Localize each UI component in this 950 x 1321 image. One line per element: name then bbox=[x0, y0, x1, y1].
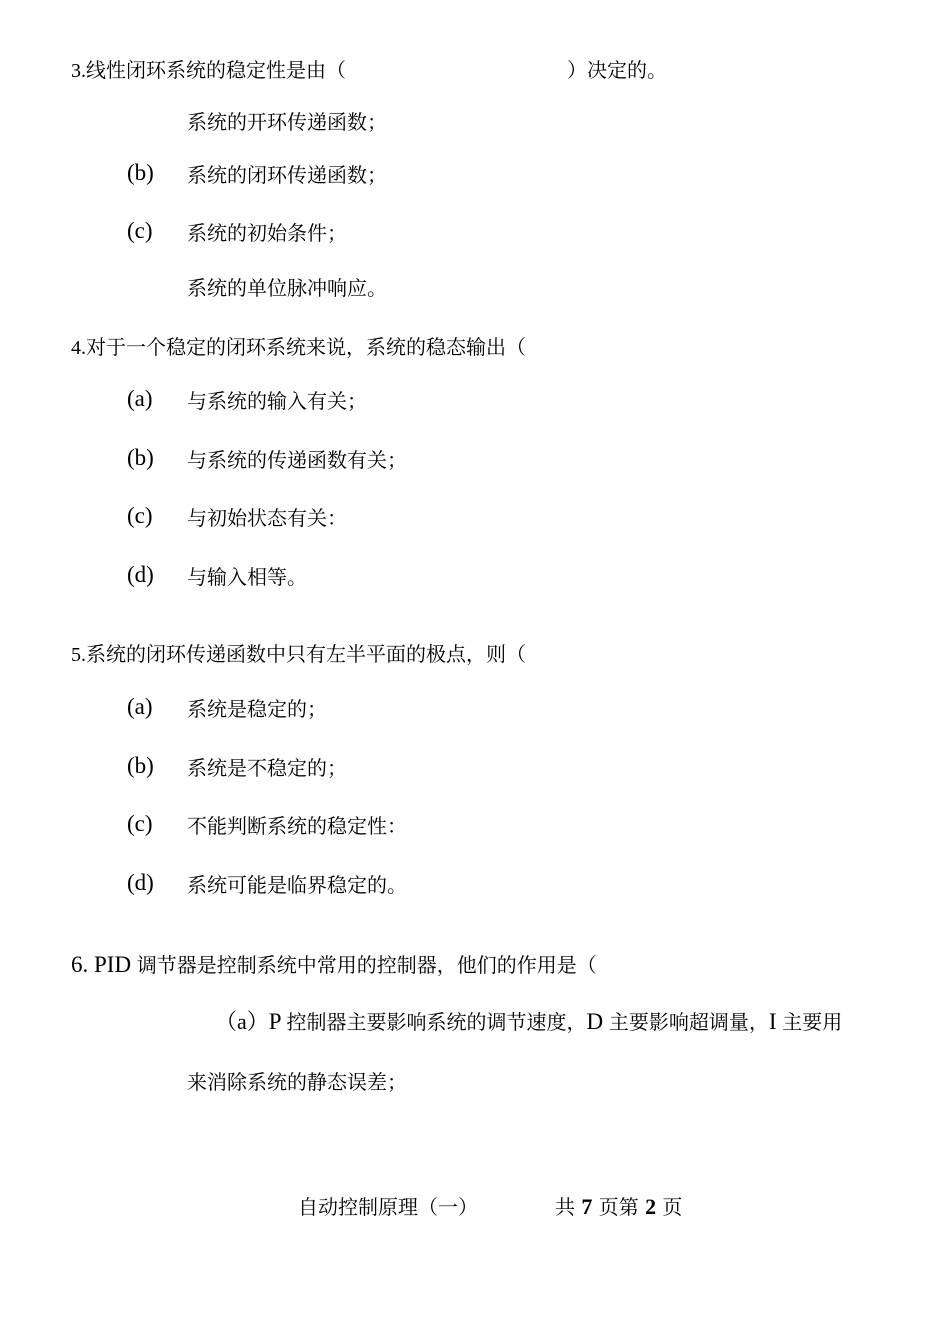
question-6-number: 6. PID bbox=[71, 952, 137, 977]
footer-course-title: 自动控制原理（一） bbox=[298, 1195, 478, 1219]
option-text: 系统是稳定的； bbox=[187, 697, 327, 721]
option-label: (a) bbox=[127, 694, 153, 719]
option-label: (d) bbox=[127, 562, 154, 587]
option-label: (d) bbox=[127, 870, 154, 895]
option-text: 系统可能是临界稳定的。 bbox=[187, 873, 407, 897]
question-6-option-a-continued: 来消除系统的静态误差； bbox=[187, 1070, 407, 1094]
footer-page-count bbox=[555, 1195, 682, 1219]
option-text: 与系统的传递函数有关； bbox=[187, 448, 407, 472]
option-text: 不能判断系统的稳定性： bbox=[187, 814, 407, 838]
p-term: P bbox=[268, 1009, 287, 1034]
option-text: 系统的单位脉冲响应。 bbox=[187, 276, 387, 300]
question-4-stem bbox=[71, 335, 526, 360]
footer-pages-suffix: 页 bbox=[656, 1195, 683, 1219]
option-label: (a) bbox=[127, 386, 153, 411]
option-text: 系统的闭环传递函数； bbox=[187, 163, 387, 187]
option-label: (c) bbox=[127, 218, 153, 243]
question-3-stem bbox=[71, 58, 346, 83]
question-3-text: 线性闭环系统的稳定性是由（ bbox=[86, 58, 346, 82]
footer-current-page: 2 bbox=[645, 1194, 657, 1219]
question-4-number: 4. bbox=[71, 337, 86, 359]
option-text: 控制器主要影响系统的调节速度， bbox=[286, 1010, 587, 1034]
option-text: 系统的初始条件； bbox=[187, 221, 347, 245]
d-term: D bbox=[586, 1009, 609, 1034]
option-label: （a） bbox=[215, 1009, 269, 1034]
option-text: 与初始状态有关： bbox=[187, 506, 347, 530]
question-5-stem bbox=[71, 642, 526, 667]
option-text: 与系统的输入有关； bbox=[187, 389, 367, 413]
question-3-number: 3. bbox=[71, 60, 86, 82]
question-3-stem-end: ）决定的。 bbox=[567, 58, 667, 82]
option-label: (c) bbox=[127, 503, 153, 528]
option-label: (b) bbox=[127, 753, 154, 778]
option-text: 主要影响超调量， bbox=[608, 1010, 769, 1034]
question-6-stem bbox=[71, 953, 597, 977]
question-6-option-a bbox=[215, 1010, 842, 1034]
footer-pages-mid: 页第 bbox=[592, 1195, 646, 1219]
option-label: (c) bbox=[127, 811, 153, 836]
footer-total-pages: 7 bbox=[581, 1194, 593, 1219]
option-text: 系统的开环传递函数； bbox=[187, 110, 387, 134]
question-4-text: 对于一个稳定的闭环系统来说，系统的稳态输出（ bbox=[86, 335, 526, 359]
option-text: 主要用 bbox=[782, 1010, 843, 1034]
question-5-text: 系统的闭环传递函数中只有左半平面的极点，则（ bbox=[86, 642, 526, 666]
footer-pages-prefix: 共 bbox=[555, 1195, 582, 1219]
option-text: 与输入相等。 bbox=[187, 565, 307, 589]
option-label: (b) bbox=[127, 160, 154, 185]
i-term: I bbox=[768, 1009, 783, 1034]
option-label: (b) bbox=[127, 445, 154, 470]
option-text: 系统是不稳定的； bbox=[187, 756, 347, 780]
question-6-text: 调节器是控制系统中常用的控制器，他们的作用是（ bbox=[136, 953, 597, 977]
question-5-number: 5. bbox=[71, 644, 86, 666]
